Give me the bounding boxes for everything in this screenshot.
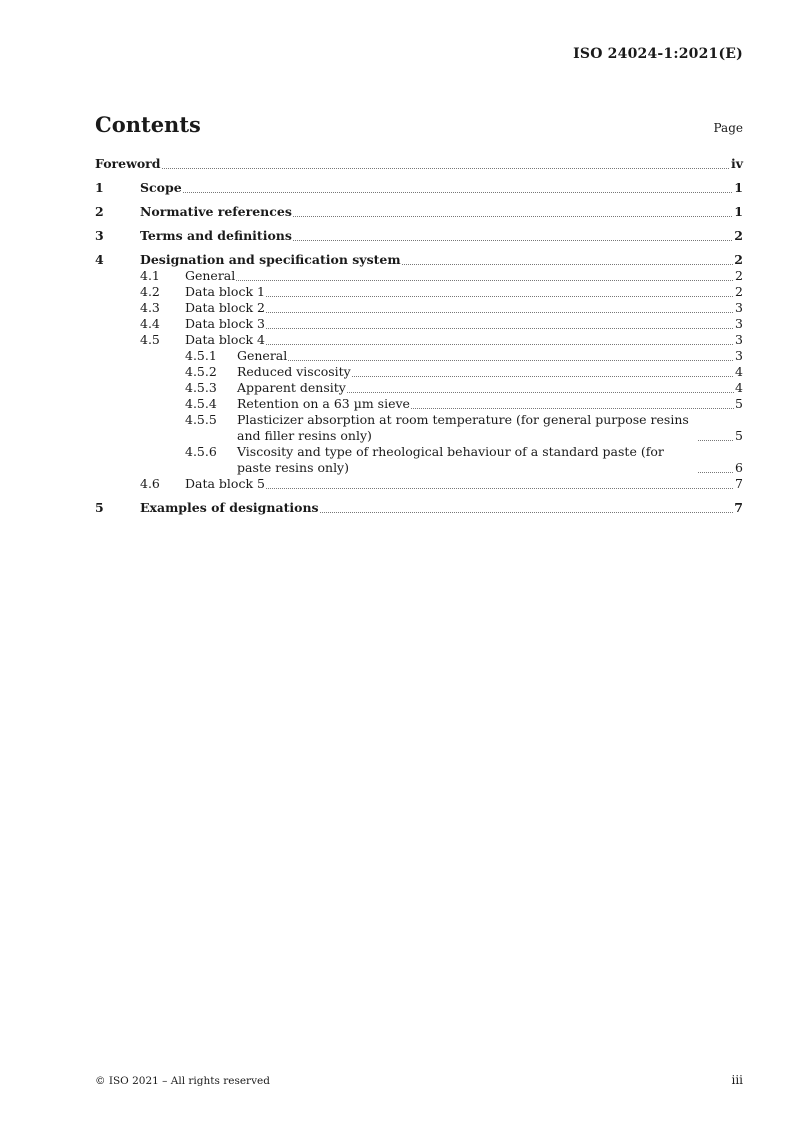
toc-entry-4-3[interactable]	[95, 300, 743, 316]
dot-leader	[352, 376, 734, 377]
toc-entry-text: Normative references	[140, 204, 292, 219]
toc-entry-4-5-4[interactable]	[95, 396, 743, 412]
dot-leader	[288, 360, 734, 361]
toc-entry-1[interactable]	[95, 180, 743, 196]
toc-entry-page: 1	[734, 204, 743, 219]
toc-entry-page: 2	[735, 284, 743, 299]
toc-entry-4-5-5[interactable]	[95, 412, 743, 444]
page-column-label: Page	[713, 121, 743, 135]
toc-entry-page: 1	[734, 180, 743, 195]
toc-entry-number: 4.4	[140, 316, 160, 331]
toc-entry-text: Terms and definitions	[140, 228, 292, 243]
toc-entry-page: 4	[735, 364, 743, 379]
toc-entry-text: Plasticizer absorption at room temperature (for general purpose resins and filler resins only)	[237, 412, 689, 443]
table-of-contents	[95, 156, 743, 516]
dot-leader	[293, 216, 733, 217]
dot-leader	[698, 472, 734, 473]
toc-entry-text: Viscosity and type of rheological behaviour of a standard paste (for paste resins only)	[237, 444, 664, 475]
toc-entry-foreword[interactable]	[95, 156, 743, 172]
dot-leader	[698, 440, 734, 441]
dot-leader	[266, 488, 734, 489]
toc-entry-3[interactable]	[95, 228, 743, 244]
toc-entry-text: General	[185, 268, 236, 283]
toc-entry-text: Data block 1	[185, 284, 265, 299]
toc-entry-page: iv	[730, 156, 743, 171]
toc-entry-number: 4.6	[140, 476, 160, 491]
toc-entry-page: 2	[734, 228, 743, 243]
toc-entry-page: 4	[735, 380, 743, 395]
dot-leader	[236, 280, 734, 281]
toc-entry-page: 3	[735, 300, 743, 315]
toc-entry-text: Scope	[140, 180, 182, 195]
toc-entry-number: 4.5.2	[185, 364, 217, 379]
toc-entry-text: Reduced viscosity	[237, 364, 351, 379]
toc-entry-page: 6	[735, 460, 743, 475]
toc-entry-number: 4.5.5	[185, 412, 217, 427]
dot-leader	[402, 264, 734, 265]
toc-entry-4-6[interactable]	[95, 476, 743, 492]
toc-entry-page: 3	[735, 332, 743, 347]
toc-entry-text: Data block 5	[185, 476, 265, 491]
toc-entry-page: 7	[735, 476, 743, 491]
toc-entry-number: 4.1	[140, 268, 160, 283]
toc-entry-text: Data block 3	[185, 316, 265, 331]
toc-entry-number: 4.2	[140, 284, 160, 299]
toc-entry-4-5-3[interactable]	[95, 380, 743, 396]
document-header: ISO 24024-1:2021(E)	[573, 46, 743, 62]
copyright-notice: © ISO 2021 – All rights reserved	[95, 1075, 270, 1087]
toc-entry-page: 3	[735, 348, 743, 363]
toc-entry-4-5-1[interactable]	[95, 348, 743, 364]
toc-entry-4-1[interactable]	[95, 268, 743, 284]
dot-leader	[266, 328, 734, 329]
toc-entry-4-5[interactable]	[95, 332, 743, 348]
dot-leader	[266, 296, 734, 297]
toc-entry-text: Data block 4	[185, 332, 265, 347]
toc-entry-text: Retention on a 63 µm sieve	[237, 396, 410, 411]
toc-entry-page: 5	[735, 396, 743, 411]
toc-entry-page: 3	[735, 316, 743, 331]
toc-entry-text: Apparent density	[237, 380, 346, 395]
toc-entry-text: Examples of designations	[140, 500, 319, 515]
toc-entry-4-4[interactable]	[95, 316, 743, 332]
toc-entry-number: 1	[95, 180, 104, 195]
toc-entry-4[interactable]	[95, 252, 743, 268]
dot-leader	[183, 192, 734, 193]
dot-leader	[411, 408, 734, 409]
toc-entry-number: 4.5.6	[185, 444, 217, 459]
dot-leader	[347, 392, 734, 393]
page-number: iii	[731, 1073, 743, 1087]
toc-entry-text: General	[237, 348, 288, 363]
toc-entry-text: Designation and specification system	[140, 252, 401, 267]
dot-leader	[266, 344, 734, 345]
toc-entry-number: 3	[95, 228, 104, 243]
toc-entry-page: 5	[735, 428, 743, 443]
toc-entry-page: 2	[735, 268, 743, 283]
toc-entry-text: Foreword	[95, 156, 161, 171]
toc-entry-5[interactable]	[95, 500, 743, 516]
toc-entry-page: 7	[734, 500, 743, 515]
dot-leader	[162, 168, 730, 169]
toc-entry-page: 2	[734, 252, 743, 267]
dot-leader	[293, 240, 733, 241]
toc-entry-4-5-6[interactable]	[95, 444, 743, 476]
toc-entry-4-5-2[interactable]	[95, 364, 743, 380]
dot-leader	[266, 312, 734, 313]
page-title: Contents	[95, 112, 201, 137]
toc-entry-number: 4	[95, 252, 104, 267]
dot-leader	[320, 512, 734, 513]
toc-entry-2[interactable]	[95, 204, 743, 220]
toc-entry-number: 2	[95, 204, 104, 219]
toc-entry-number: 5	[95, 500, 104, 515]
toc-entry-number: 4.5	[140, 332, 160, 347]
toc-entry-text: Data block 2	[185, 300, 265, 315]
title-row	[95, 112, 743, 137]
toc-entry-number: 4.3	[140, 300, 160, 315]
toc-entry-number: 4.5.4	[185, 396, 217, 411]
toc-entry-4-2[interactable]	[95, 284, 743, 300]
toc-entry-number: 4.5.1	[185, 348, 217, 363]
page-footer	[95, 1073, 743, 1087]
toc-entry-number: 4.5.3	[185, 380, 217, 395]
